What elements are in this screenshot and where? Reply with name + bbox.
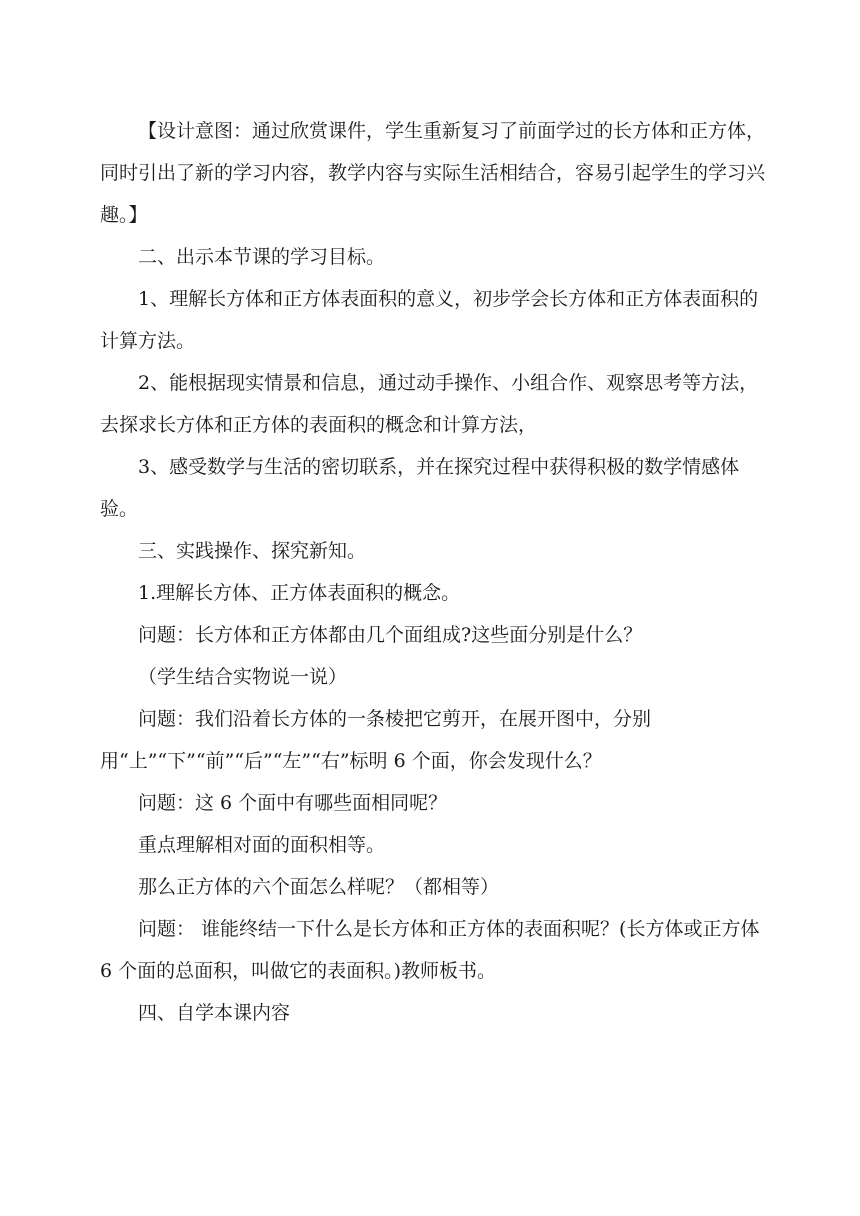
section-heading-objectives: 二、出示本节课的学习目标。 [138,246,386,268]
cube-faces-paragraph: 那么正方体的六个面怎么样呢？（都相等） [138,876,500,898]
section-heading-practice: 三、实践操作、探究新知。 [138,540,367,562]
key-point-paragraph: 重点理解相对面的面积相等。 [138,834,386,856]
question-paragraph-3: 问题：这 6 个面中有哪些面相同呢？ [138,792,448,814]
document-body [100,110,768,1034]
objective-item-3: 3、感受数学与生活的密切联系，并在探究过程中获得积极的数学情感体验。 [100,456,740,520]
question-paragraph-2: 问题：我们沿着长方体的一条棱把它剪开，在展开图中，分别用“上”“下”“前”“后”“左”“右”标明 6 个面，你会发现什么？ [100,708,652,772]
objective-item-1: 1、理解长方体和正方体表面积的意义，初步学会长方体和正方体表面积的计算方法。 [100,288,759,352]
objective-item-2: 2、能根据现实情景和信息，通过动手操作、小组合作、观察思考等方法，去探求长方体和正方体的表面积的概念和计算方法， [100,372,759,436]
design-intent-paragraph: 【设计意图：通过欣赏课件，学生重新复习了前面学过的长方体和正方体，同时引出了新的学习内容，教学内容与实际生活相结合，容易引起学生的学习兴趣。】 [100,120,766,226]
question-paragraph-4: 问题： 谁能终结一下什么是长方体和正方体的表面积呢？(长方体或正方体 6 个面的总面积，叫做它的表面积。)教师板书。 [100,918,760,982]
subsection-heading-concept: 1.理解长方体、正方体表面积的概念。 [138,582,461,604]
question-paragraph-1: 问题：长方体和正方体都由几个面组成?这些面分别是什么？ [138,624,643,646]
section-heading-self-study: 四、自学本课内容 [138,1002,291,1024]
student-activity-note: （学生结合实物说一说） [138,666,348,688]
